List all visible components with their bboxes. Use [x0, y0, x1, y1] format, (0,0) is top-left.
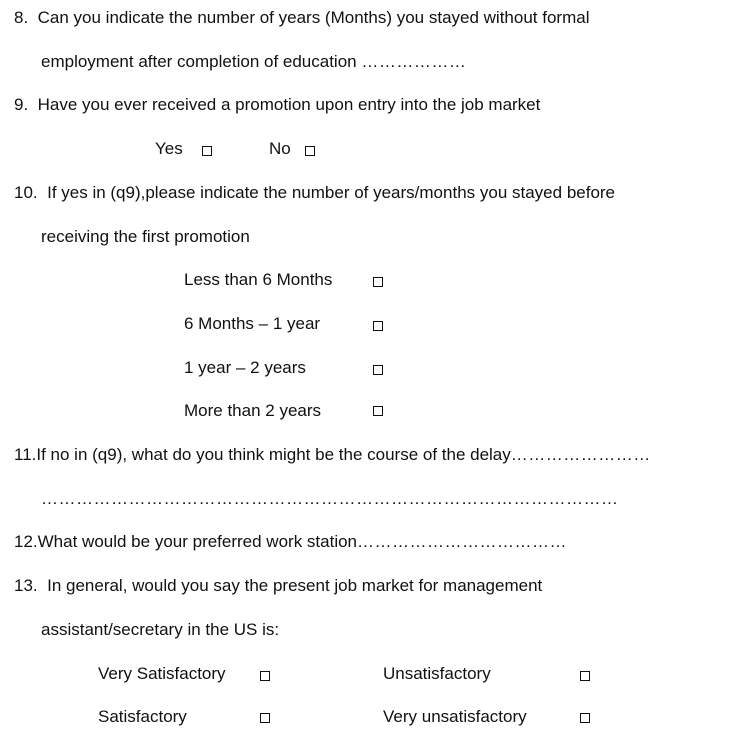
q13-option-very-satisfactory-label: Very Satisfactory — [98, 664, 226, 683]
q10-line2: receiving the first promotion — [41, 227, 250, 246]
q8-line2 — [41, 52, 466, 72]
q11-answer-blank-line2[interactable]: ……………………………………………………………………………………… — [41, 489, 619, 508]
q13-text: In general, would you say the present job market for management — [47, 576, 543, 595]
q13-option-very-unsatisfactory-checkbox[interactable] — [580, 713, 590, 723]
q9-option-yes-checkbox[interactable] — [202, 146, 212, 156]
q10-text: If yes in (q9),please indicate the number of years/months you stayed before — [47, 183, 616, 202]
q13-option-very-unsatisfactory-label: Very unsatisfactory — [383, 707, 527, 726]
q10-option-4-label: More than 2 years — [184, 401, 322, 420]
q8-line1 — [14, 8, 589, 28]
q10-number: 10. — [14, 183, 38, 202]
q11-number: 11. — [14, 445, 37, 464]
q9-option-yes-label: Yes — [155, 139, 183, 158]
q13-number: 13. — [14, 576, 38, 595]
q13-option-satisfactory-checkbox[interactable] — [260, 713, 270, 723]
q8-number: 8. — [14, 8, 29, 27]
q12-text: What would be your preferred work station — [37, 532, 358, 551]
q12-answer-blank[interactable]: ……………………………… — [357, 532, 568, 551]
q9-option-no-label: No — [269, 139, 291, 158]
q13-option-very-satisfactory-checkbox[interactable] — [260, 671, 270, 681]
q10-line1 — [14, 183, 615, 203]
q8-answer-blank[interactable]: ……………… — [361, 52, 467, 71]
q13-line2: assistant/secretary in the US is: — [41, 620, 280, 639]
q8-text-cont: employment after completion of education — [41, 52, 357, 71]
q9-number: 9. — [14, 95, 29, 114]
q12-line — [14, 532, 567, 552]
q13-option-unsatisfactory-label: Unsatisfactory — [383, 664, 491, 683]
q10-option-2-label: 6 Months – 1 year — [184, 314, 321, 333]
q10-option-4-checkbox[interactable] — [373, 406, 383, 416]
q12-number: 12. — [14, 532, 38, 551]
q8-text: Can you indicate the number of years (Months) you stayed without formal — [37, 8, 590, 27]
q13-line1 — [14, 576, 542, 596]
q10-option-3-checkbox[interactable] — [373, 365, 383, 375]
q10-option-1-label: Less than 6 Months — [184, 270, 333, 289]
q11-text: If no in (q9), what do you think might be the course of the delay — [36, 445, 511, 464]
q9-text: Have you ever received a promotion upon entry into the job market — [37, 95, 541, 114]
q9-option-no-checkbox[interactable] — [305, 146, 315, 156]
q10-option-1-checkbox[interactable] — [373, 277, 383, 287]
q13-option-satisfactory-label: Satisfactory — [98, 707, 187, 726]
q10-option-2-checkbox[interactable] — [373, 321, 383, 331]
q11-line — [14, 445, 651, 465]
q10-option-3-label: 1 year – 2 years — [184, 358, 306, 377]
q13-option-unsatisfactory-checkbox[interactable] — [580, 671, 590, 681]
q9-line — [14, 95, 540, 115]
q11-answer-blank[interactable]: …………………… — [510, 445, 651, 464]
